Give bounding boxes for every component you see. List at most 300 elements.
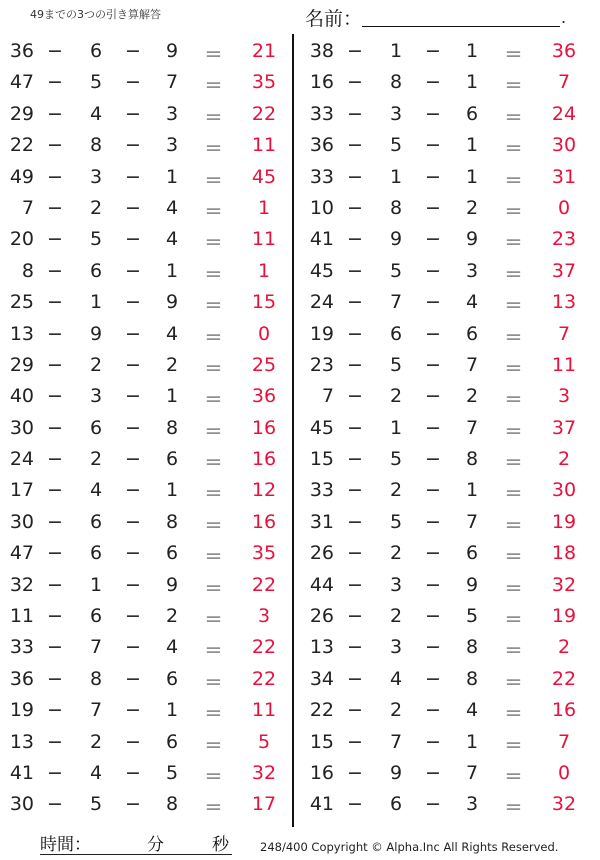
problem-row <box>0 193 290 224</box>
minus-sign: − <box>47 730 63 753</box>
third-number: 9 <box>165 291 179 314</box>
second-number: 9 <box>389 761 403 784</box>
minus-sign: − <box>47 196 63 219</box>
problem-row <box>0 601 290 632</box>
answer-value: 16 <box>251 510 277 533</box>
column-divider <box>292 34 294 827</box>
answer-value: 11 <box>251 134 277 157</box>
second-number: 7 <box>89 636 103 659</box>
first-number: 36 <box>9 667 34 690</box>
third-number: 7 <box>465 416 479 439</box>
answer-value: 11 <box>251 699 277 722</box>
third-number: 9 <box>465 573 479 596</box>
problem-row <box>0 36 290 67</box>
first-number: 38 <box>309 40 334 62</box>
equals-sign: ＝ <box>504 295 524 318</box>
second-number: 2 <box>89 196 103 219</box>
answer-value: 21 <box>251 40 277 62</box>
problem-row <box>300 381 590 412</box>
minus-sign: − <box>347 793 363 816</box>
third-number: 1 <box>165 385 179 408</box>
equals-sign: ＝ <box>504 263 524 286</box>
second-number: 2 <box>389 542 403 565</box>
first-number: 31 <box>309 510 334 533</box>
third-number: 9 <box>165 40 179 62</box>
minus-sign: − <box>125 667 141 690</box>
minus-sign: − <box>347 134 363 157</box>
problem-row <box>300 507 590 538</box>
minus-sign: − <box>47 165 63 188</box>
problem-row <box>0 381 290 412</box>
equals-sign: ＝ <box>204 106 224 129</box>
problem-row <box>0 99 290 130</box>
second-number: 5 <box>389 259 403 282</box>
second-number: 2 <box>89 448 103 471</box>
equals-sign: ＝ <box>204 452 224 475</box>
minus-sign: − <box>347 291 363 314</box>
minus-sign: − <box>125 793 141 816</box>
problem-row <box>300 789 590 820</box>
second-number: 2 <box>389 479 403 502</box>
equals-sign: ＝ <box>204 483 224 506</box>
first-number: 45 <box>309 259 334 282</box>
third-number: 1 <box>465 40 479 62</box>
equals-sign: ＝ <box>504 75 524 98</box>
answer-value: 0 <box>257 322 271 345</box>
answer-value: 37 <box>551 416 577 439</box>
equals-sign: ＝ <box>504 609 524 632</box>
second-number: 4 <box>89 761 103 784</box>
answer-value: 22 <box>251 573 277 596</box>
answer-value: 16 <box>551 699 577 722</box>
answer-value: 25 <box>251 353 277 376</box>
problem-row <box>0 570 290 601</box>
third-number: 7 <box>465 510 479 533</box>
minus-sign: − <box>425 134 441 157</box>
first-number: 17 <box>9 479 34 502</box>
first-number: 16 <box>309 761 334 784</box>
answer-value: 30 <box>551 134 577 157</box>
third-number: 8 <box>165 416 179 439</box>
problem-row <box>300 570 590 601</box>
minus-sign: − <box>425 761 441 784</box>
equals-sign: ＝ <box>504 765 524 788</box>
equals-sign: ＝ <box>504 326 524 349</box>
answer-value: 22 <box>251 102 277 125</box>
minus-sign: − <box>425 448 441 471</box>
problem-row <box>0 758 290 789</box>
third-number: 6 <box>465 542 479 565</box>
third-number: 8 <box>465 636 479 659</box>
equals-sign: ＝ <box>504 106 524 129</box>
minus-sign: − <box>347 636 363 659</box>
minus-sign: − <box>125 416 141 439</box>
second-number: 8 <box>89 134 103 157</box>
equals-sign: ＝ <box>204 295 224 318</box>
problem-row <box>300 413 590 444</box>
second-number: 5 <box>389 353 403 376</box>
minus-sign: − <box>125 636 141 659</box>
problem-row <box>300 162 590 193</box>
first-number: 15 <box>309 448 334 471</box>
second-number: 4 <box>89 102 103 125</box>
second-number: 6 <box>89 259 103 282</box>
minus-sign: − <box>347 542 363 565</box>
third-number: 3 <box>165 102 179 125</box>
answer-value: 15 <box>251 291 277 314</box>
minus-sign: − <box>47 573 63 596</box>
third-number: 3 <box>465 259 479 282</box>
minus-sign: − <box>125 510 141 533</box>
minus-sign: − <box>125 479 141 502</box>
minus-sign: − <box>47 793 63 816</box>
first-number: 22 <box>309 699 334 722</box>
equals-sign: ＝ <box>204 577 224 600</box>
answer-value: 7 <box>557 322 571 345</box>
problem-row <box>300 287 590 318</box>
answer-value: 36 <box>551 40 577 62</box>
third-number: 8 <box>165 793 179 816</box>
third-number: 4 <box>165 636 179 659</box>
third-number: 8 <box>465 667 479 690</box>
problem-row <box>300 664 590 695</box>
minus-sign: − <box>47 636 63 659</box>
third-number: 5 <box>465 605 479 628</box>
answer-value: 12 <box>251 479 277 502</box>
third-number: 6 <box>465 102 479 125</box>
minus-sign: − <box>47 761 63 784</box>
third-number: 5 <box>165 761 179 784</box>
first-number: 29 <box>9 102 34 125</box>
equals-sign: ＝ <box>204 420 224 443</box>
third-number: 7 <box>465 761 479 784</box>
second-number: 6 <box>89 542 103 565</box>
first-number: 41 <box>9 761 34 784</box>
problem-row <box>300 758 590 789</box>
answer-value: 5 <box>257 730 271 753</box>
minus-sign: − <box>125 196 141 219</box>
minus-sign: − <box>347 385 363 408</box>
second-number: 5 <box>89 71 103 94</box>
equals-sign: ＝ <box>204 734 224 757</box>
first-number: 33 <box>9 636 34 659</box>
first-number: 47 <box>9 542 34 565</box>
equals-sign: ＝ <box>204 44 224 66</box>
minus-sign: − <box>125 385 141 408</box>
first-number: 36 <box>9 40 34 62</box>
first-number: 47 <box>9 71 34 94</box>
answer-value: 7 <box>557 71 571 94</box>
minus-sign: − <box>125 699 141 722</box>
equals-sign: ＝ <box>504 138 524 161</box>
third-number: 7 <box>165 71 179 94</box>
equals-sign: ＝ <box>204 263 224 286</box>
second-number: 5 <box>89 793 103 816</box>
second-number: 5 <box>389 448 403 471</box>
problem-row <box>300 632 590 663</box>
first-number: 32 <box>9 573 34 596</box>
problem-row <box>300 224 590 255</box>
answer-value: 35 <box>251 542 277 565</box>
first-number: 26 <box>309 605 334 628</box>
equals-sign: ＝ <box>204 546 224 569</box>
second-number: 2 <box>389 605 403 628</box>
second-number: 7 <box>389 730 403 753</box>
second-number: 1 <box>389 165 403 188</box>
minus-sign: − <box>125 71 141 94</box>
first-number: 41 <box>309 228 334 251</box>
minus-sign: − <box>425 165 441 188</box>
minus-sign: − <box>425 510 441 533</box>
equals-sign: ＝ <box>504 671 524 694</box>
name-label: 名前： <box>305 8 363 30</box>
minus-sign: − <box>425 667 441 690</box>
second-number: 9 <box>89 322 103 345</box>
answer-value: 1 <box>257 196 271 219</box>
minus-sign: − <box>425 228 441 251</box>
problem-row <box>0 350 290 381</box>
answer-value: 23 <box>551 228 577 251</box>
minus-sign: − <box>347 40 363 62</box>
second-number: 1 <box>389 416 403 439</box>
minus-sign: − <box>347 196 363 219</box>
minus-sign: − <box>347 322 363 345</box>
minus-sign: − <box>425 605 441 628</box>
problem-row <box>0 632 290 663</box>
worksheet-title: 49までの3つの引き算解答 <box>30 8 161 21</box>
second-number: 7 <box>89 699 103 722</box>
second-number: 6 <box>389 793 403 816</box>
minus-sign: − <box>425 793 441 816</box>
problem-row <box>300 67 590 98</box>
third-number: 1 <box>165 259 179 282</box>
third-number: 1 <box>465 479 479 502</box>
first-number: 29 <box>9 353 34 376</box>
minus-sign: − <box>425 40 441 62</box>
minus-sign: − <box>47 322 63 345</box>
problem-row <box>0 789 290 820</box>
second-number: 6 <box>89 510 103 533</box>
minus-sign: − <box>347 699 363 722</box>
first-number: 44 <box>309 573 334 596</box>
equals-sign: ＝ <box>204 640 224 663</box>
minus-sign: − <box>347 448 363 471</box>
first-number: 30 <box>9 416 34 439</box>
minus-sign: − <box>347 71 363 94</box>
answer-value: 22 <box>551 667 577 690</box>
first-number: 33 <box>309 479 334 502</box>
first-number: 13 <box>9 730 34 753</box>
third-number: 4 <box>165 196 179 219</box>
problem-row <box>300 475 590 506</box>
third-number: 1 <box>165 165 179 188</box>
answer-value: 19 <box>551 510 577 533</box>
problem-row <box>300 727 590 758</box>
minus-sign: − <box>47 448 63 471</box>
equals-sign: ＝ <box>504 452 524 475</box>
second-number: 1 <box>89 573 103 596</box>
minus-sign: − <box>425 416 441 439</box>
first-number: 25 <box>9 291 34 314</box>
minus-sign: − <box>347 353 363 376</box>
minus-sign: − <box>125 102 141 125</box>
first-number: 49 <box>9 165 34 188</box>
equals-sign: ＝ <box>504 703 524 726</box>
answer-value: 32 <box>551 793 577 816</box>
first-number: 30 <box>9 793 34 816</box>
answer-value: 18 <box>551 542 577 565</box>
minus-sign: − <box>125 730 141 753</box>
third-number: 4 <box>165 322 179 345</box>
minus-sign: − <box>47 40 63 62</box>
minus-sign: − <box>425 636 441 659</box>
problem-row <box>0 162 290 193</box>
first-number: 41 <box>309 793 334 816</box>
minus-sign: − <box>125 605 141 628</box>
problem-row <box>0 287 290 318</box>
minus-sign: − <box>347 259 363 282</box>
first-number: 22 <box>9 134 34 157</box>
third-number: 1 <box>465 71 479 94</box>
problem-column-left <box>0 36 290 821</box>
minus-sign: − <box>125 448 141 471</box>
minus-sign: − <box>425 479 441 502</box>
third-number: 4 <box>165 228 179 251</box>
equals-sign: ＝ <box>204 169 224 192</box>
minus-sign: − <box>125 134 141 157</box>
answer-value: 32 <box>251 761 277 784</box>
minus-sign: − <box>47 228 63 251</box>
answer-value: 22 <box>251 667 277 690</box>
problem-row <box>0 727 290 758</box>
equals-sign: ＝ <box>504 514 524 537</box>
first-number: 24 <box>9 448 34 471</box>
equals-sign: ＝ <box>504 389 524 412</box>
minus-sign: − <box>347 479 363 502</box>
second-number: 2 <box>89 730 103 753</box>
minus-sign: − <box>47 605 63 628</box>
minus-sign: − <box>47 102 63 125</box>
minus-sign: − <box>47 71 63 94</box>
equals-sign: ＝ <box>204 138 224 161</box>
third-number: 9 <box>165 573 179 596</box>
third-number: 2 <box>165 605 179 628</box>
minus-sign: − <box>47 479 63 502</box>
problem-row <box>300 193 590 224</box>
second-number: 6 <box>89 40 103 62</box>
equals-sign: ＝ <box>204 703 224 726</box>
equals-sign: ＝ <box>204 357 224 380</box>
first-number: 26 <box>309 542 334 565</box>
answer-value: 3 <box>557 385 571 408</box>
first-number: 16 <box>309 71 334 94</box>
equals-sign: ＝ <box>204 765 224 788</box>
problem-row <box>300 99 590 130</box>
second-number: 9 <box>389 228 403 251</box>
equals-sign: ＝ <box>504 232 524 255</box>
second-number: 5 <box>389 134 403 157</box>
second-number: 5 <box>389 510 403 533</box>
problem-row <box>0 413 290 444</box>
equals-sign: ＝ <box>204 389 224 412</box>
problem-row <box>300 36 590 67</box>
third-number: 4 <box>465 291 479 314</box>
problem-row <box>300 130 590 161</box>
first-number: 40 <box>9 385 34 408</box>
first-number: 11 <box>9 605 34 628</box>
problem-row <box>0 256 290 287</box>
answer-value: 31 <box>551 165 577 188</box>
second-number: 3 <box>89 165 103 188</box>
minus-sign: − <box>47 134 63 157</box>
minus-sign: − <box>425 196 441 219</box>
third-number: 6 <box>165 730 179 753</box>
minus-sign: − <box>347 102 363 125</box>
third-number: 9 <box>465 228 479 251</box>
answer-value: 1 <box>257 259 271 282</box>
first-number: 13 <box>9 322 34 345</box>
minus-sign: − <box>425 542 441 565</box>
problem-row <box>300 695 590 726</box>
equals-sign: ＝ <box>504 357 524 380</box>
answer-value: 35 <box>251 71 277 94</box>
first-number: 20 <box>9 228 34 251</box>
equals-sign: ＝ <box>504 44 524 66</box>
answer-value: 0 <box>557 761 571 784</box>
equals-sign: ＝ <box>204 326 224 349</box>
third-number: 6 <box>165 542 179 565</box>
third-number: 2 <box>465 385 479 408</box>
problem-row <box>0 224 290 255</box>
name-field-area <box>305 4 575 30</box>
problem-row <box>0 130 290 161</box>
third-number: 8 <box>165 510 179 533</box>
minus-sign: − <box>47 291 63 314</box>
second-number: 8 <box>389 71 403 94</box>
equals-sign: ＝ <box>204 514 224 537</box>
minus-sign: − <box>47 259 63 282</box>
third-number: 6 <box>465 322 479 345</box>
minus-sign: − <box>425 291 441 314</box>
equals-sign: ＝ <box>204 797 224 820</box>
third-number: 8 <box>465 448 479 471</box>
first-number: 7 <box>321 385 334 408</box>
minutes-label: 分 <box>147 835 164 855</box>
problem-row <box>300 538 590 569</box>
name-underline <box>362 26 560 27</box>
answer-value: 24 <box>551 102 577 125</box>
minus-sign: − <box>125 761 141 784</box>
first-number: 19 <box>309 322 334 345</box>
problem-row <box>300 350 590 381</box>
minus-sign: − <box>347 228 363 251</box>
minus-sign: − <box>425 322 441 345</box>
minus-sign: − <box>347 573 363 596</box>
minus-sign: − <box>425 102 441 125</box>
second-number: 6 <box>89 416 103 439</box>
second-number: 1 <box>89 291 103 314</box>
third-number: 3 <box>465 793 479 816</box>
equals-sign: ＝ <box>204 232 224 255</box>
minus-sign: − <box>125 573 141 596</box>
time-label: 時間： <box>40 835 91 855</box>
answer-value: 16 <box>251 448 277 471</box>
problem-row <box>300 319 590 350</box>
problem-row <box>0 695 290 726</box>
second-number: 1 <box>389 40 403 62</box>
second-number: 2 <box>389 699 403 722</box>
answer-value: 7 <box>557 730 571 753</box>
